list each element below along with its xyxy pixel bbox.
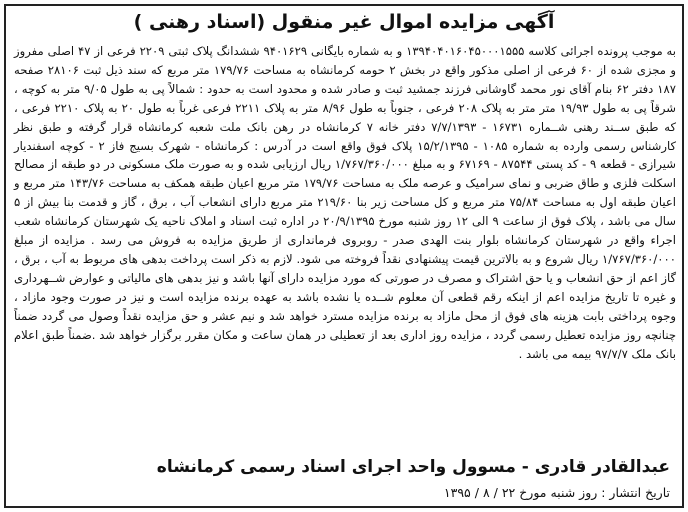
notice-body-paragraph: به موجب پرونده اجرائی کلاسه ۱۳۹۴۰۴۰۱۶۰۴۵۰۰۰۱۵۵۵ و به شماره بایگانی ۹۴۰۱۶۲۹ ششدانگ پلاک ثبتی ۲۲۰۹ فرعی از ۴۷ اصلی مفروز و مجزی شده از ۶۰ فرعی از اصلی مذکور واقع در بخش ۲ حومه کرمانشاه به مساحت ۱۷۹/۷۶ متر مربع که سند ذیل ثبت ۲۸۱۰۶ صفحه ۱۸۷ دفتر ۶۲ بنام آقای نور محمد گاوشانی فرزند جمشید ثبت و صادر شده و محدود است به حدود : شمالاً پی به طول ۹/۰۵ متر به کوچه ، شرقاً پی به طول ۱۹/۹۳ متر متر به پلاک ۲۰۸ فرعی ، جنوباً به طول ۸/۹۶ متر به پلاک ۲۲۱۱ فرعی غرباً به طول ۲۰ به پلاک ۲۲۱۰ فرعی ، که طبق ســند رهنی شــماره ۱۶۷۳۱ - ۷/۷/۱۳۹۳ دفتر خانه ۷ کرمانشاه در رهن بانک ملت شعبه کرمانشاه قرار گرفته و طبق نظر کارشناس رسمی وارده به شماره ۱۰۸۵ - ۱۵/۲/۱۳۹۵ پلاک فوق واقع است در آدرس : کرمانشاه - شهرک بسیج فاز ۲ - کوچه اسفندیار شیرازی - قطعه ۹ - کد پستی ۸۷۵۴۴ - ۶۷۱۶۹ و به مبلغ ۱/۷۶۷/۳۶۰/۰۰۰ ریال ارزیابی شده و به صورت ملک مسکونی در دو طبقه از مصالح اسکلت فلزی و طاق ضربی و نمای سرامیک و عرصه ملک به مساحت ۱۷۹/۷۶ متر مربع اعیان طبقه همکف به مساحت ۱۴۳/۷۶ متر مربع و اعیان طبقه اول به مساحت ۷۵/۸۴ متر مربع و کل مساحت زیر بنا ۲۱۹/۶۰ متر مربع دارای انشعاب آب ، برق ، گاز و قدمت بنا بیش از ۵ سال می باشد ، پلاک فوق از ساعت ۹ الی ۱۲ روز شنبه مورخ ۲۰/۹/۱۳۹۵ در اداره ثبت اسناد و املاک ناحیه یک شهرستان کرمانشاه شعب اجراء واقع در شهرستان کرمانشاه بلوار بنت الهدی صدر - روبروی فرمانداری از طریق مزایده به فروش می رسد . مزایده از مبلغ ۱/۷۶۷/۳۶۰/۰۰۰ ریال شروع و به بالاترین قیمت پیشنهادی نقداً فروخته می شود. لازم به ذکر است پرداخت بدهی های مربوط به آب ، برق ، گاز اعم از حق انشعاب و یا حق اشتراک و مصرف در صورتی که مورد مزایده دارای آنها باشد و نیز بدهی های مالیاتی و عوارض شــهرداری و غیره تا تاریخ مزایده اعم از اینکه رقم قطعی آن معلوم شــده یا نشده باشد به عهده برنده مزایده است و نیز در صورت وجود مازاد ، وجوه پرداختی بابت هزینه های فوق از محل مازاد به برنده مزایده مسترد خواهد شد و نیم عشر و حق مزایده نقداً وصول می گردد ضمناً چنانچه روز مزایده تعطیل رسمی گردد ، مزایده روز اداری بعد از تعطیلی در همان ساعت و مکان مقرر برگزار خواهد شد .ضمناً طبق اعلام بانک ملک ۹۷/۷/۷ بیمه می باشد . [14,44,677,361]
notice-body [14,42,676,363]
signature-line: عبدالقادر قادری - مسوول واحد اجرای اسناد رسمی کرمانشاه [156,457,670,477]
notice-title: آگهی مزایده اموال غیر منقول (اسناد رهنی ) [133,11,555,33]
publication-date: تاریخ انتشار : روز شنبه مورخ ۲۲ / ۸ / ۱۳۹۵ [443,485,670,500]
